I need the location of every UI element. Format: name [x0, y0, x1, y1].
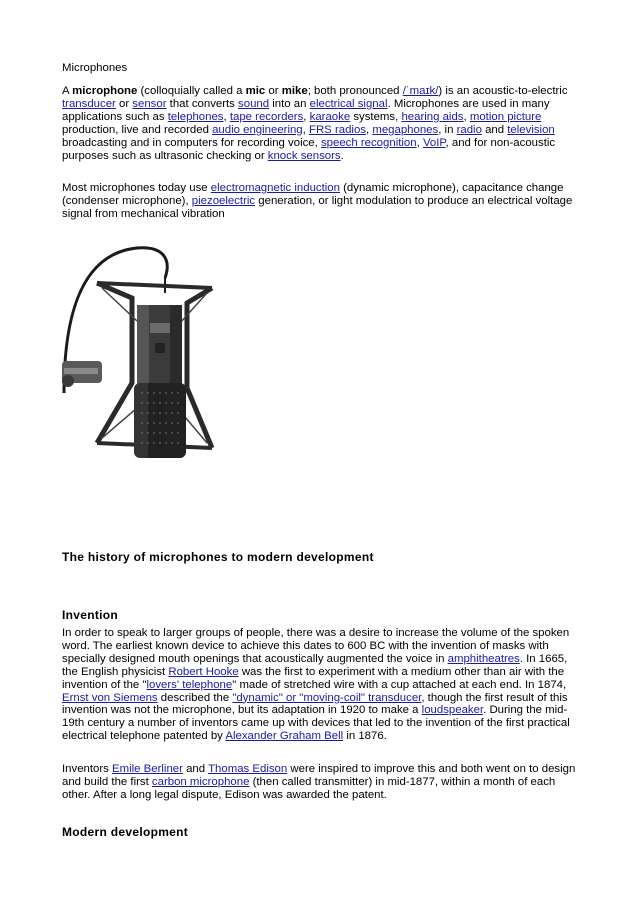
link-radio[interactable]: radio	[456, 123, 482, 136]
link-tape-recorders[interactable]: tape recorders	[229, 110, 304, 123]
link-television[interactable]: television	[507, 123, 555, 136]
link-sensor[interactable]: sensor	[132, 97, 167, 110]
doc-title: Microphones	[62, 62, 128, 74]
link-speech-recognition[interactable]: speech recognition	[320, 136, 417, 149]
link-alexander-graham-bell[interactable]: Alexander Graham Bell	[225, 730, 344, 743]
invention-paragraph-2: Inventors Emile Berliner and Thomas Edison were inspired to improve this and both went on to design and build the first carbon microphone (then called transmitter) in mid-1877, within a month of each other. After a long legal dispute, Edison was awarded the patent.	[62, 763, 576, 801]
link-robert-hooke[interactable]: Robert Hooke	[168, 665, 239, 678]
heading-invention: Invention	[62, 608, 119, 622]
microphone-illustration	[62, 243, 214, 487]
link-amphitheatres[interactable]: amphitheatres	[447, 652, 520, 665]
link-ernst-von-siemens[interactable]: Ernst von Siemens	[62, 691, 158, 704]
intro-paragraph-2: Most microphones today use electromagnetic induction (dynamic microphone), capacitance change (condenser microphone), piezoelectric generation, or light modulation to produce an electrical voltage signal from mechanical vibration	[62, 182, 573, 220]
microphone-photo	[62, 243, 214, 487]
link-lovers-telephone[interactable]: lovers' telephone	[146, 678, 233, 691]
heading-modern-development: Modern development	[62, 825, 189, 839]
link-sound[interactable]: sound	[238, 97, 270, 110]
link-megaphones[interactable]: megaphones	[372, 123, 439, 136]
link-transducer[interactable]: transducer	[62, 97, 116, 110]
link-karaoke[interactable]: karaoke	[309, 110, 351, 123]
link-telephones[interactable]: telephones	[167, 110, 224, 123]
heading-history: The history of microphones to modern development	[62, 550, 374, 564]
link-emile-berliner[interactable]: Emile Berliner	[112, 763, 183, 775]
intro-paragraph: A microphone (colloquially called a mic or mike; both pronounced /ˈmaɪk/) is an acoustic-to-electric transducer or sensor that converts sound into an electrical signal. Microphones are used in many applications such as telephones, tape recorders, karaoke systems, hearing aids, motion picture production, live and recorded audio engineering, FRS radios, megaphones, in radio and television broadcasting and in computers for recording voice, speech recognition, VoIP, and for non-acoustic purposes such as ultrasonic checking or knock sensors.	[62, 85, 568, 162]
link-voip[interactable]: VoIP	[422, 136, 446, 149]
invention-paragraph-1: In order to speak to larger groups of people, there was a desire to increase the volume of the spoken word. The earliest known device to achieve this dates to 600 BC with the invention of masks with specially designed mouth openings that acoustically augmented the voice in amphitheatres. In 1665, the English physicist Robert Hooke was the first to experiment with a medium other than air with the invention of the "lovers' telephone" made of stretched wire with a cup attached at each end. In 1874, Ernst von Siemens described the "dynamic" or "moving-coil" transducer, though the first result of this invention was not the microphone, but its adaptation in 1920 to make a loudspeaker. During the mid-19th century a number of inventors came up with devices that led to the invention of the first practical electrical telephone patented by Alexander Graham Bell in 1876.	[62, 627, 570, 743]
link-electrical-signal[interactable]: electrical signal	[309, 97, 388, 110]
link-moving-coil-transducer[interactable]: "dynamic" or "moving-coil" transducer	[232, 691, 422, 704]
link-audio-engineering[interactable]: audio engineering	[212, 123, 303, 136]
link-loudspeaker[interactable]: loudspeaker	[421, 704, 484, 717]
link-pronunciation[interactable]: /ˈmaɪk/	[402, 85, 439, 97]
link-frs-radios[interactable]: FRS radios	[309, 123, 366, 136]
link-knock-sensors[interactable]: knock sensors	[267, 149, 341, 162]
link-motion-picture[interactable]: motion picture	[469, 110, 542, 123]
link-thomas-edison[interactable]: Thomas Edison	[208, 763, 288, 775]
link-hearing-aids[interactable]: hearing aids	[401, 110, 464, 123]
link-piezoelectric[interactable]: piezoelectric	[191, 194, 256, 207]
link-electromagnetic-induction[interactable]: electromagnetic induction	[210, 182, 340, 194]
link-carbon-microphone[interactable]: carbon microphone	[151, 775, 250, 788]
